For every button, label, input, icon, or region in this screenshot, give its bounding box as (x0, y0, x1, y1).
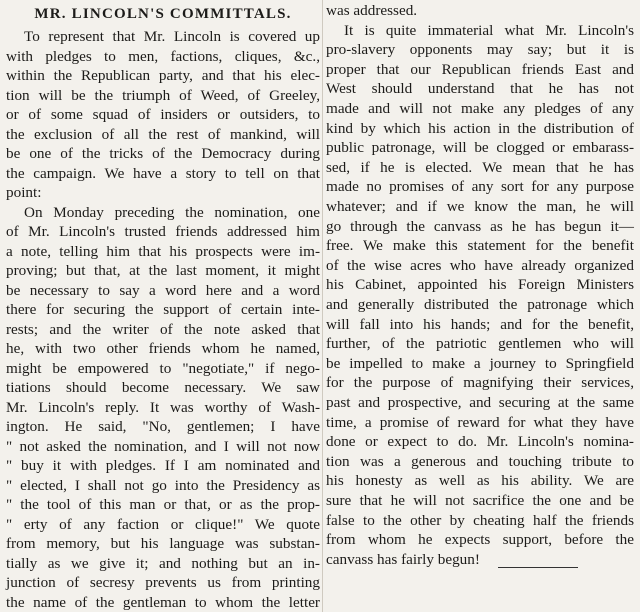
text-line: go through the canvass as he has begun it— (326, 217, 634, 235)
text-line: false to the other by cheating half the friends (326, 511, 634, 529)
text-line: " not asked the nomination, and I will not now (6, 437, 320, 455)
text-line: the campaign. We have a story to tell on that (6, 164, 320, 182)
text-line: of the wise acres who have already organized (326, 256, 634, 274)
text-line: Mr. Lincoln's reply. It was worthy of Wash- (6, 398, 320, 416)
text-line: and generally distributed the patronage which (326, 296, 634, 313)
text-line: made and will not make any pledges of any (326, 100, 634, 117)
text-line: proper that our Republican friends East and (326, 60, 634, 78)
text-line: sure that he will not sacrifice the one and be (326, 492, 634, 509)
text-line: or of some squad of insiders or outsiders, to (6, 106, 320, 123)
text-line: junction of secresy prevents us from printing (6, 574, 320, 591)
text-line: kind by which his action in the distribution of (326, 119, 634, 137)
text-line: with pledges to men, factions, cliques, &c., (6, 47, 320, 65)
text-line: tion was a generous and touching tribute to (326, 452, 634, 470)
text-line: within the Republican party, and that his elec- (6, 67, 320, 84)
text-line: free. We make this statement for the benefit (326, 237, 634, 255)
text-line: from whom he expects support, before the (326, 531, 634, 549)
text-line: public patronage, will be clogged or embarass- (326, 139, 634, 157)
text-line: further, of the patriotic gentlemen who will (326, 335, 634, 353)
text-line: be impelled to make a journey to Springfield (326, 354, 634, 372)
text-line: made no promises of any sort for any purpose (326, 178, 634, 196)
text-line: the exclusion of all the rest of mankind, will (6, 125, 320, 143)
text-line: West should understand that he has not (326, 80, 634, 98)
text-line: On Monday preceding the nomination, one (24, 203, 320, 221)
article-title: MR. LINCOLN'S COMMITTALS. (34, 6, 292, 22)
text-line: a note, telling him that his prospects were im- (6, 242, 320, 260)
text-line: " the tool of this man or that, or as the prop- (6, 496, 320, 513)
text-line: pro-slavery opponents may say; but it is (326, 41, 634, 59)
text-line: be necessary to say a word here and a word (6, 281, 320, 299)
text-line: " elected, I shall not go into the Presidency as (6, 476, 320, 494)
text-line: tiations should become necessary. We saw (6, 379, 320, 396)
text-line: past and prospective, and securing at the same (326, 394, 634, 411)
text-line: point: (6, 184, 42, 201)
text-line: might be empowered to "negotiate," if nego- (6, 359, 320, 377)
text-line: be one of the tricks of the Democracy during (6, 145, 320, 162)
text-line: To represent that Mr. Lincoln is covered up (24, 28, 320, 45)
text-line: " erty of any faction or clique!" We quote (6, 515, 320, 533)
column-divider (322, 0, 323, 612)
text-line: tion will be the triumph of Weed, of Greeley, (6, 86, 320, 104)
text-line: his honesty as well as his ability. We are (326, 472, 634, 490)
text-line: done or expect to do. Mr. Lincoln's nomina- (326, 433, 634, 451)
text-line: will fall into his hands; and for the benefit, (326, 315, 634, 333)
text-line: of Mr. Lincoln's trusted friends addressed him (6, 223, 320, 240)
text-line: ington. He said, "No, gentlemen; I have (6, 418, 320, 435)
text-line: rests; and the writer of the note asked that (6, 320, 320, 338)
text-line: from memory, but his language was substan- (6, 535, 320, 552)
text-line: there for securing the support of certain inte- (6, 301, 320, 318)
text-line: tially as we give it; and nothing but an in- (6, 554, 320, 572)
text-line: sed, if he is elected. We mean that he has (326, 158, 634, 176)
text-line: his Cabinet, appointed his Foreign Ministers (326, 276, 634, 294)
text-line: was addressed. (326, 2, 418, 19)
text-line: time, a promise of reward for what they have (326, 413, 634, 431)
text-line: the name of the gentleman to whom the letter (6, 593, 320, 611)
text-line: for the purpose of magnifying their services, (326, 374, 634, 392)
end-rule (498, 567, 578, 568)
text-line: he, with two other friends whom he named, (6, 340, 320, 357)
text-line: It is quite immaterial what Mr. Lincoln's (344, 21, 634, 39)
text-line: " buy it with pledges. If I am nominated and (6, 457, 320, 474)
text-line: canvass has fairly begun! (326, 550, 480, 568)
text-line: proving; but that, at the last moment, it might (6, 262, 320, 279)
text-line: whatever; and if we know the man, he will (326, 198, 634, 215)
